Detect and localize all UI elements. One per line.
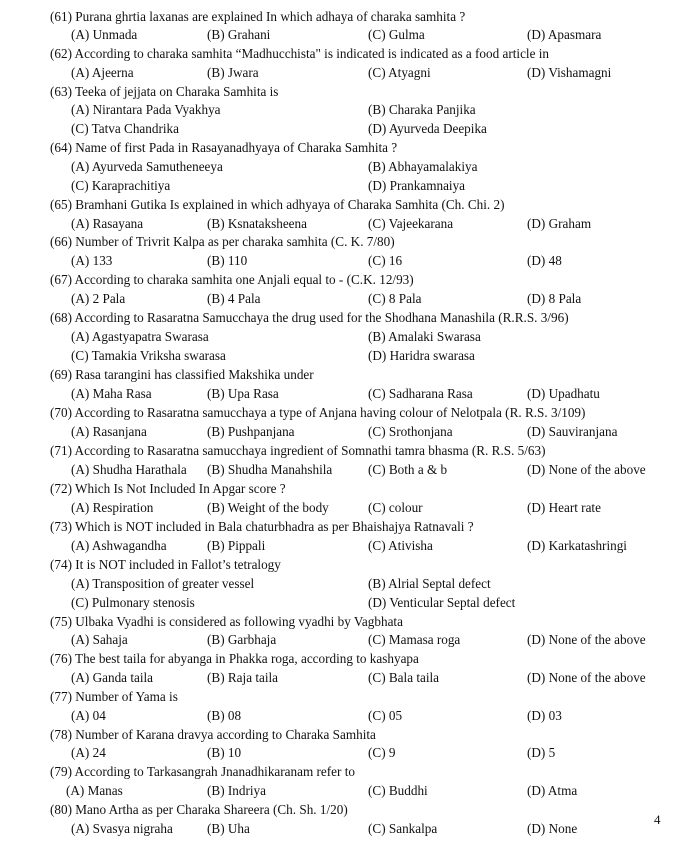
option-c: (C) Vajeekarana bbox=[368, 216, 454, 231]
question-text: (76) The best taila for abyanga in Phakka roga, according to kashyapa bbox=[50, 651, 419, 666]
option-a: (A) 2 Pala bbox=[71, 291, 126, 306]
option-b: (B) Abhayamalakiya bbox=[368, 159, 478, 174]
option-row bbox=[0, 574, 680, 593]
option-d: (D) Sauviranjana bbox=[527, 424, 618, 439]
option-c: (C) Srothonjana bbox=[368, 424, 453, 439]
option-c: (C) colour bbox=[368, 500, 423, 515]
option-d: (D) None of the above bbox=[527, 462, 646, 477]
question-line bbox=[0, 44, 680, 63]
option-row bbox=[0, 346, 680, 365]
option-a: (A) Manas bbox=[66, 783, 123, 798]
option-a: (A) Ashwagandha bbox=[71, 538, 167, 553]
question-text: (68) According to Rasaratna Samucchaya the drug used for the Shodhana Manashila (R.R.S. 3/96) bbox=[50, 310, 569, 325]
question-line bbox=[0, 195, 680, 214]
option-d: (D) 8 Pala bbox=[527, 291, 582, 306]
option-row bbox=[0, 176, 680, 195]
option-b: (B) Indriya bbox=[207, 783, 266, 798]
option-c: (C) Ativisha bbox=[368, 538, 433, 553]
option-a: (A) Sahaja bbox=[71, 632, 128, 647]
question-line bbox=[0, 555, 680, 574]
option-b: (B) Garbhaja bbox=[207, 632, 277, 647]
option-d: (D) Venticular Septal defect bbox=[368, 595, 516, 610]
question-text: (67) According to charaka samhita one Anjali equal to - (C.K. 12/93) bbox=[50, 272, 414, 287]
option-c: (C) Tatva Chandrika bbox=[71, 121, 179, 136]
option-c: (C) Karaprachitiya bbox=[71, 178, 171, 193]
question-text: (70) According to Rasaratna samucchaya a type of Anjana having colour of Nelotpala (R. R.S. 3/109) bbox=[50, 405, 586, 420]
option-d: (D) Graham bbox=[527, 216, 592, 231]
option-c: (C) 9 bbox=[368, 745, 396, 760]
option-a: (A) Unmada bbox=[71, 27, 138, 42]
option-row bbox=[0, 743, 680, 762]
option-b: (B) Jwara bbox=[207, 65, 259, 80]
option-d: (D) None of the above bbox=[527, 670, 646, 685]
question-line bbox=[0, 612, 680, 631]
option-a: (A) Respiration bbox=[71, 500, 154, 515]
question-text: (79) According to Tarkasangrah Jnanadhikaranam refer to bbox=[50, 764, 355, 779]
question-line bbox=[0, 479, 680, 498]
option-c: (C) 05 bbox=[368, 708, 403, 723]
option-b: (B) Upa Rasa bbox=[207, 386, 279, 401]
option-d: (D) 5 bbox=[527, 745, 556, 760]
option-b: (B) Charaka Panjika bbox=[368, 102, 476, 117]
page-number: 4 bbox=[654, 812, 661, 827]
option-row bbox=[0, 706, 680, 725]
option-b: (B) Weight of the body bbox=[207, 500, 329, 515]
question-text: (69) Rasa tarangini has classified Makshika under bbox=[50, 367, 314, 382]
question-line bbox=[0, 725, 680, 744]
option-a: (A) 24 bbox=[71, 745, 106, 760]
option-d: (D) Heart rate bbox=[527, 500, 601, 515]
question-line bbox=[0, 232, 680, 251]
option-a: (A) Ayurveda Samutheneeya bbox=[71, 159, 223, 174]
option-row bbox=[0, 119, 680, 138]
option-a: (A) Ajeerna bbox=[71, 65, 134, 80]
option-row bbox=[0, 25, 680, 44]
option-row bbox=[0, 251, 680, 270]
question-text: (78) Number of Karana dravya according to Charaka Samhita bbox=[50, 727, 376, 742]
question-line bbox=[0, 800, 680, 819]
option-row bbox=[0, 630, 680, 649]
option-c: (C) Buddhi bbox=[368, 783, 428, 798]
question-text: (65) Bramhani Gutika Is explained in which adhyaya of Charaka Samhita (Ch. Chi. 2) bbox=[50, 197, 505, 212]
option-d: (D) Haridra swarasa bbox=[368, 348, 475, 363]
option-row bbox=[0, 593, 680, 612]
option-b: (B) 4 Pala bbox=[207, 291, 261, 306]
question-line bbox=[0, 270, 680, 289]
question-line bbox=[0, 7, 680, 26]
option-d: (D) Vishamagni bbox=[527, 65, 612, 80]
option-d: (D) Prankamnaiya bbox=[368, 178, 466, 193]
option-c: (C) Bala taila bbox=[368, 670, 440, 685]
option-b: (B) Uha bbox=[207, 821, 250, 836]
option-a: (A) Svasya nigraha bbox=[71, 821, 173, 836]
question-text: (72) Which Is Not Included In Apgar score ? bbox=[50, 481, 286, 496]
option-row bbox=[0, 536, 680, 555]
option-d: (D) Atma bbox=[527, 783, 578, 798]
option-row bbox=[0, 214, 680, 233]
option-c: (C) Gulma bbox=[368, 27, 425, 42]
question-line bbox=[0, 517, 680, 536]
option-d: (D) None bbox=[527, 821, 578, 836]
question-line bbox=[0, 82, 680, 101]
option-d: (D) Upadhatu bbox=[527, 386, 600, 401]
question-text: (66) Number of Trivrit Kalpa as per charaka samhita (C. K. 7/80) bbox=[50, 234, 395, 249]
option-row bbox=[0, 668, 680, 687]
option-a: (A) Rasanjana bbox=[71, 424, 147, 439]
option-c: (C) Both a & b bbox=[368, 462, 448, 477]
option-d: (D) Karkatashringi bbox=[527, 538, 627, 553]
option-a: (A) Ganda taila bbox=[71, 670, 154, 685]
option-row bbox=[0, 384, 680, 403]
option-b: (B) Pippali bbox=[207, 538, 266, 553]
option-b: (B) Amalaki Swarasa bbox=[368, 329, 481, 344]
option-b: (B) 10 bbox=[207, 745, 242, 760]
option-row bbox=[0, 498, 680, 517]
option-c: (C) 16 bbox=[368, 253, 403, 268]
option-row bbox=[0, 100, 680, 119]
option-b: (B) Raja taila bbox=[207, 670, 279, 685]
option-a: (A) Shudha Harathala bbox=[71, 462, 187, 477]
option-b: (B) Shudha Manahshila bbox=[207, 462, 333, 477]
question-line bbox=[0, 138, 680, 157]
question-line bbox=[0, 403, 680, 422]
option-b: (B) Grahani bbox=[207, 27, 271, 42]
option-row bbox=[0, 289, 680, 308]
option-a: (A) Rasayana bbox=[71, 216, 144, 231]
question-text: (71) According to Rasaratna samucchaya ingredient of Somnathi tamra bhasma (R. R.S. 5/63) bbox=[50, 443, 546, 458]
option-row bbox=[0, 422, 680, 441]
question-line bbox=[0, 441, 680, 460]
option-c: (C) 8 Pala bbox=[368, 291, 422, 306]
option-row bbox=[0, 781, 680, 800]
option-c: (C) Mamasa roga bbox=[368, 632, 461, 647]
option-b: (B) Ksnataksheena bbox=[207, 216, 307, 231]
option-row bbox=[0, 157, 680, 176]
option-a: (A) Transposition of greater vessel bbox=[71, 576, 255, 591]
option-row bbox=[0, 327, 680, 346]
option-d: (D) 03 bbox=[527, 708, 562, 723]
option-d: (D) 48 bbox=[527, 253, 562, 268]
option-b: (B) 110 bbox=[207, 253, 248, 268]
option-c: (C) Tamakia Vriksha swarasa bbox=[71, 348, 226, 363]
option-a: (A) Agastyapatra Swarasa bbox=[71, 329, 209, 344]
option-row bbox=[0, 63, 680, 82]
option-c: (C) Sadharana Rasa bbox=[368, 386, 473, 401]
option-c: (C) Sankalpa bbox=[368, 821, 438, 836]
option-a: (A) 133 bbox=[71, 253, 113, 268]
option-row bbox=[0, 460, 680, 479]
option-d: (D) Apasmara bbox=[527, 27, 602, 42]
question-line bbox=[0, 365, 680, 384]
question-line bbox=[0, 687, 680, 706]
option-c: (C) Pulmonary stenosis bbox=[71, 595, 195, 610]
option-a: (A) Nirantara Pada Vyakhya bbox=[71, 102, 221, 117]
question-text: (74) It is NOT included in Fallot’s tetralogy bbox=[50, 557, 281, 572]
question-text: (64) Name of first Pada in Rasayanadhyaya of Charaka Samhita ? bbox=[50, 140, 398, 155]
question-text: (80) Mano Artha as per Charaka Shareera (Ch. Sh. 1/20) bbox=[50, 802, 348, 817]
option-a: (A) 04 bbox=[71, 708, 106, 723]
option-b: (B) Alrial Septal defect bbox=[368, 576, 491, 591]
question-text: (75) Ulbaka Vyadhi is considered as following vyadhi by Vagbhata bbox=[50, 614, 403, 629]
question-text: (77) Number of Yama is bbox=[50, 689, 178, 704]
option-b: (B) 08 bbox=[207, 708, 242, 723]
option-b: (B) Pushpanjana bbox=[207, 424, 295, 439]
question-text: (63) Teeka of jejjata on Charaka Samhita is bbox=[50, 84, 279, 99]
question-text: (73) Which is NOT included in Bala chaturbhadra as per Bhaishajya Ratnavali ? bbox=[50, 519, 474, 534]
option-row bbox=[0, 819, 680, 838]
question-text: (61) Purana ghrtia laxanas are explained In which adhaya of charaka samhita ? bbox=[50, 9, 466, 24]
option-d: (D) None of the above bbox=[527, 632, 646, 647]
option-c: (C) Atyagni bbox=[368, 65, 431, 80]
question-line bbox=[0, 308, 680, 327]
option-d: (D) Ayurveda Deepika bbox=[368, 121, 487, 136]
question-text: (62) According to charaka samhita “Madhucchista" is indicated is indicated as a food article in bbox=[50, 46, 550, 61]
question-line bbox=[0, 649, 680, 668]
question-line bbox=[0, 762, 680, 781]
option-a: (A) Maha Rasa bbox=[71, 386, 152, 401]
